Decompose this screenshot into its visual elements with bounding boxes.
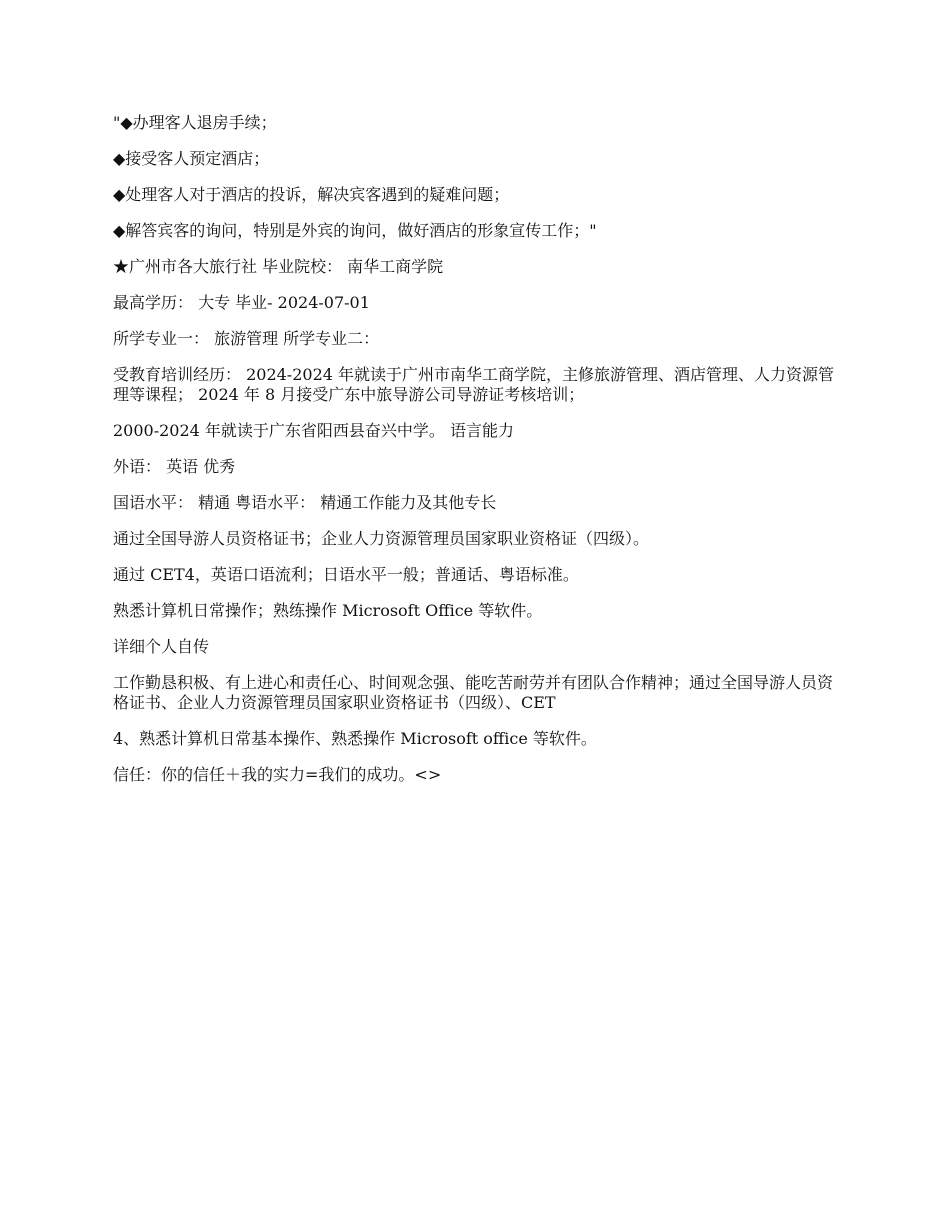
paragraph-work-attitude: 工作勤恳积极、有上进心和责任心、时间观念强、能吃苦耐劳并有团队合作精神；通过全国导游人员资格证书、企业人力资源管理员国家职业资格证书（四级）、CET <box>113 673 834 712</box>
paragraph-cet4: 通过 CET4，英语口语流利；日语水平一般；普通话、粤语标准。 <box>113 565 579 584</box>
document-body <box>113 113 843 801</box>
paragraph-computer-basics: 4、熟悉计算机日常基本操作、熟悉操作 Microsoft office 等软件。 <box>113 729 597 748</box>
paragraph-school: ★广州市各大旅行社 毕业院校： 南华工商学院 <box>113 257 444 276</box>
paragraph-checkout: "◆办理客人退房手续； <box>113 113 277 132</box>
paragraph-computer-skills: 熟悉计算机日常操作；熟练操作 Microsoft Office 等软件。 <box>113 601 543 620</box>
paragraph-autobiography-heading: 详细个人自传 <box>113 637 210 656</box>
paragraph-middle-school: 2000-2024 年就读于广东省阳西县奋兴中学。 语言能力 <box>113 421 515 440</box>
paragraph-education-level: 最高学历： 大专 毕业- 2024-07-01 <box>113 293 370 312</box>
paragraph-training: 受教育培训经历： 2024-2024 年就读于广州市南华工商学院，主修旅游管理、酒店管理、人力资源管理等课程； 2024 年 8 月接受广东中旅导游公司导游证考核培训； <box>113 365 835 404</box>
paragraph-major: 所学专业一： 旅游管理 所学专业二： <box>113 329 380 348</box>
paragraph-foreign-language: 外语： 英语 优秀 <box>113 457 236 476</box>
paragraph-mandarin-cantonese: 国语水平： 精通 粤语水平： 精通工作能力及其他专长 <box>113 493 497 512</box>
paragraph-complaints: ◆处理客人对于酒店的投诉，解决宾客遇到的疑难问题； <box>113 185 510 204</box>
paragraph-trust: 信任：你的信任＋我的实力=我们的成功。<> <box>113 765 442 784</box>
paragraph-booking: ◆接受客人预定酒店； <box>113 149 270 168</box>
paragraph-inquiries: ◆解答宾客的询问，特别是外宾的询问，做好酒店的形象宣传工作；" <box>113 221 597 240</box>
paragraph-certificates: 通过全国导游人员资格证书；企业人力资源管理员国家职业资格证（四级）。 <box>113 529 650 548</box>
